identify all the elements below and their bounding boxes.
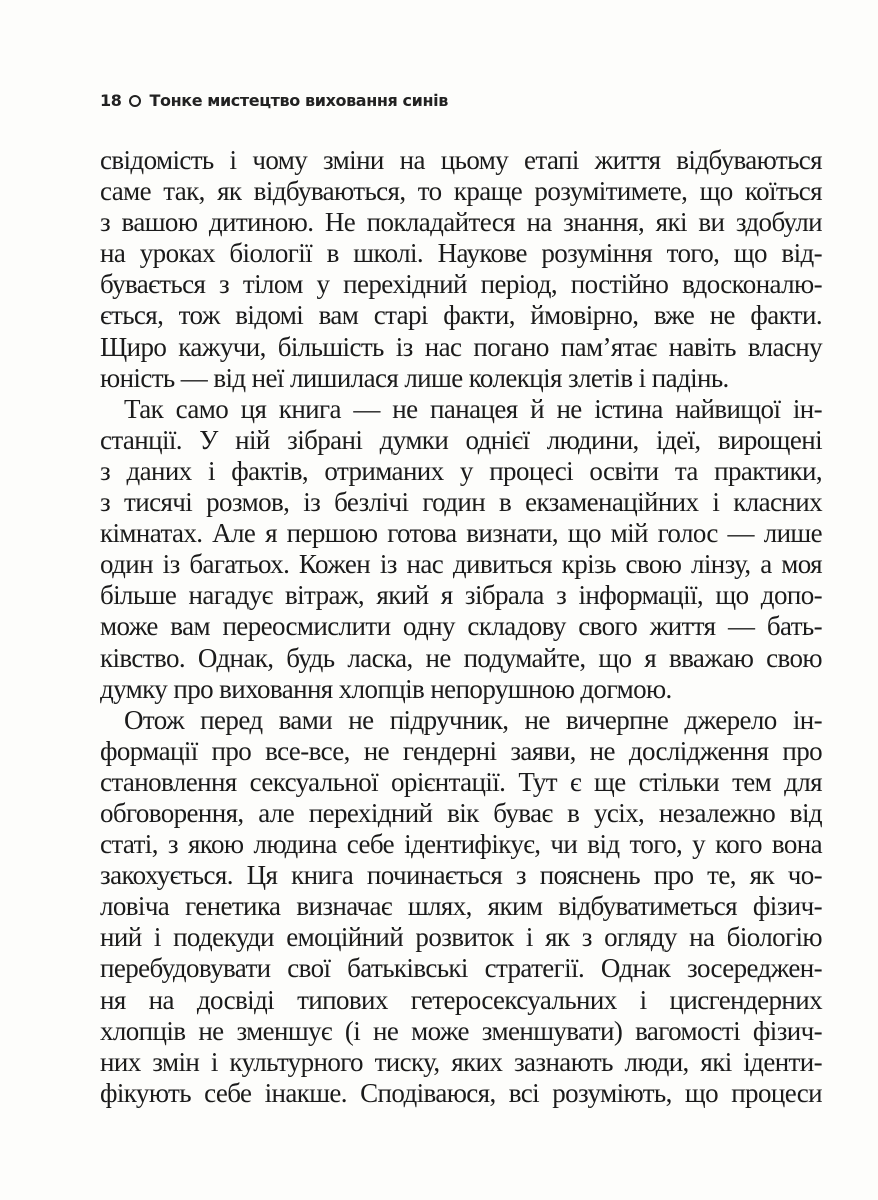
text-line: може вам переосмислити одну складову свого життя — бать- [100,611,822,642]
text-line: перебудовувати свої батьківські стратегії. Однак зосереджен- [100,953,822,984]
text-line: Так само ця книга — не панацея й не істина найвищої ін- [124,393,822,424]
text-line: Щиро кажучи, більшість із нас погано пам’ятає навіть власну [100,331,822,362]
text-line: саме так, як відбуваються, то краще розумітимете, що коїться [100,176,822,207]
text-line: хлопців не зменшує (і не може зменшувати) вагомості фізич- [100,1015,822,1046]
text-line: з вашою дитиною. Не покладайтеся на знання, які ви здобули [100,207,822,238]
text-line: ний і подекуди емоційний розвиток і як з огляду на біологію [100,922,822,953]
page-number: 18 [100,91,122,110]
text-line: становлення сексуальної орієнтації. Тут є ще стільки тем для [100,766,822,797]
text-line: ється, тож відомі вам старі факти, ймовірно, вже не факти. [100,300,822,331]
text-line: думку про виховання хлопців непорушною догмою. [100,673,672,704]
text-line: фікують себе інакше. Сподіваюся, всі розуміють, що процеси [100,1077,822,1108]
text-line: більше нагадує вітраж, який я зібрала з інформації, що допо- [100,580,822,611]
text-line: них змін і культурного тиску, яких зазнають люди, які іденти- [100,1046,822,1077]
text-line: на уроках біології в школі. Наукове розуміння того, що від- [100,238,822,269]
circle-bullet-icon [129,95,141,107]
text-line: один із багатьох. Кожен із нас дивиться крізь свою лінзу, а моя [100,549,822,580]
text-line: ківство. Однак, будь ласка, не подумайте, що я вважаю свою [100,642,822,673]
text-line: обговорення, але перехідний вік буває в усіх, незалежно від [100,797,822,828]
text-line: ловіча генетика визначає шлях, яким відбуватиметься фізич- [100,891,822,922]
text-line: з тисячі розмов, із безлічі годин в екзаменаційних і класних [100,487,822,518]
text-line: статі, з якою людина себе ідентифікує, чи від того, у кого вона [100,829,822,860]
running-header [100,91,448,110]
text-line: Отож перед вами не підручник, не вичерпне джерело ін- [124,704,822,735]
body-text [100,145,822,1109]
running-title: Тонке мистецтво виховання синів [149,91,448,110]
paragraph [100,394,822,705]
text-line: формації про все-все, не гендерні заяви, не дослідження про [100,735,822,766]
paragraph [100,705,822,1109]
text-line: бувається з тілом у перехідний період, постійно вдосконалю- [100,269,822,300]
text-line: станції. У ній зібрані думки однієї людини, ідеї, вирощені [100,424,822,455]
text-line: юність — від неї лишилася лише колекція злетів і падінь. [100,362,729,393]
text-line: свідомість і чому зміни на цьому етапі життя відбуваються [100,145,822,175]
text-line: закохується. Ця книга починається з пояснень про те, як чо- [100,860,822,891]
text-line: ня на досвіді типових гетеросексуальних і цисгендерних [100,984,822,1015]
text-line: з даних і фактів, отриманих у процесі освіти та практики, [100,455,822,486]
text-line: кімнатах. Але я першою готова визнати, що мій голос — лише [100,518,822,549]
paragraph [100,145,822,394]
